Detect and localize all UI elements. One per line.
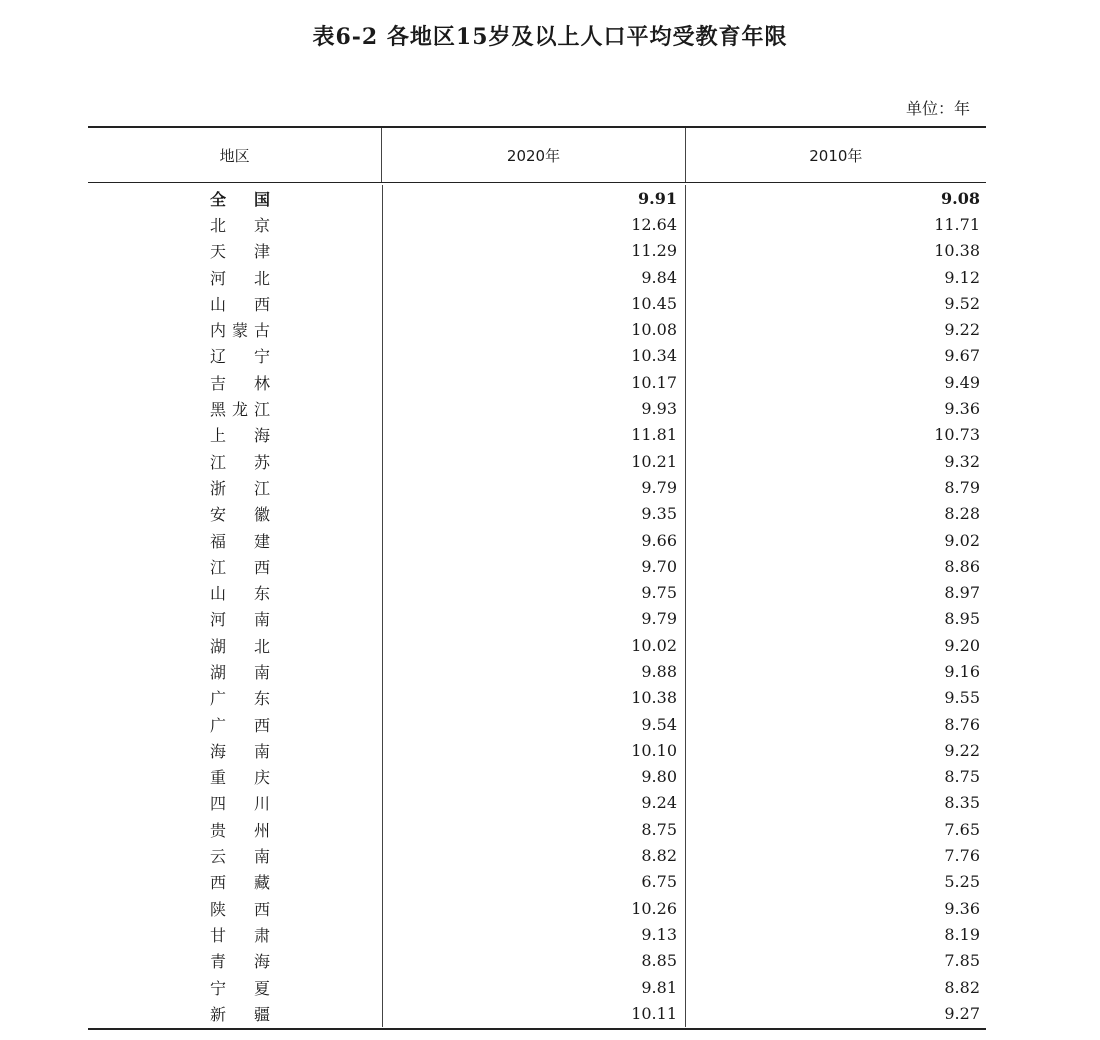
table-row <box>88 764 986 790</box>
region-name: 北 京 <box>210 215 270 235</box>
cell-2020: 10.17 <box>382 369 685 395</box>
table-row <box>88 448 986 474</box>
cell-region <box>88 737 382 763</box>
cell-2010: 9.20 <box>685 632 986 658</box>
region-name: 贵 州 <box>210 820 270 840</box>
region-name: 上 海 <box>210 426 270 446</box>
region-name: 新 疆 <box>210 1004 270 1024</box>
cell-region <box>88 422 382 448</box>
cell-2020: 9.93 <box>382 395 685 421</box>
cell-region <box>88 869 382 895</box>
cell-2020: 8.75 <box>382 816 685 842</box>
table-row <box>88 1000 986 1026</box>
cell-2010: 7.85 <box>685 948 986 974</box>
cell-2020: 9.70 <box>382 553 685 579</box>
cell-2010: 9.36 <box>685 395 986 421</box>
cell-2010: 11.71 <box>685 211 986 237</box>
table-row <box>88 369 986 395</box>
cell-region <box>88 553 382 579</box>
page-title: 表6-2 各地区15岁及以上人口平均受教育年限 <box>312 24 788 50</box>
cell-2010: 8.97 <box>685 579 986 605</box>
cell-region <box>88 948 382 974</box>
table-row <box>88 343 986 369</box>
cell-region <box>88 606 382 632</box>
cell-region <box>88 579 382 605</box>
cell-2010: 8.86 <box>685 553 986 579</box>
region-name: 江 苏 <box>210 452 270 472</box>
cell-2010: 8.35 <box>685 790 986 816</box>
cell-region <box>88 974 382 1000</box>
region-name: 四 川 <box>210 794 270 814</box>
cell-2010: 5.25 <box>685 869 986 895</box>
table-row <box>88 974 986 1000</box>
region-name: 河 南 <box>210 610 270 630</box>
region-name: 内蒙古 <box>210 321 270 341</box>
region-name: 安 徽 <box>210 505 270 525</box>
table-row <box>88 290 986 316</box>
cell-2020: 9.54 <box>382 711 685 737</box>
table-row <box>88 685 986 711</box>
cell-2020: 9.88 <box>382 658 685 684</box>
cell-2010: 9.12 <box>685 264 986 290</box>
cell-2010: 8.82 <box>685 974 986 1000</box>
table-row <box>88 895 986 921</box>
region-name: 重 庆 <box>210 768 270 788</box>
cell-region <box>88 816 382 842</box>
table-row <box>88 553 986 579</box>
column-header-region: 地区 <box>219 146 250 165</box>
cell-region <box>88 632 382 658</box>
cell-2010: 8.19 <box>685 921 986 947</box>
cell-2020: 11.29 <box>382 238 685 264</box>
cell-2020: 9.79 <box>382 606 685 632</box>
region-name: 广 西 <box>210 715 270 735</box>
table-row <box>88 316 986 342</box>
table-row <box>88 737 986 763</box>
unit-label: 单位：年 <box>905 99 970 118</box>
cell-region <box>88 264 382 290</box>
cell-2020: 9.81 <box>382 974 685 1000</box>
cell-2010: 9.49 <box>685 369 986 395</box>
cell-2020: 10.11 <box>382 1000 685 1026</box>
cell-region <box>88 448 382 474</box>
cell-2010: 8.28 <box>685 501 986 527</box>
cell-2010: 9.08 <box>685 185 986 211</box>
cell-region <box>88 395 382 421</box>
table-body <box>88 183 986 1028</box>
cell-2020: 11.81 <box>382 422 685 448</box>
cell-region <box>88 711 382 737</box>
cell-2010: 7.65 <box>685 816 986 842</box>
region-name: 山 东 <box>210 584 270 604</box>
cell-2020: 9.13 <box>382 921 685 947</box>
cell-2010: 9.52 <box>685 290 986 316</box>
table-row <box>88 264 986 290</box>
region-name: 福 建 <box>210 531 270 551</box>
cell-2020: 10.21 <box>382 448 685 474</box>
cell-region <box>88 921 382 947</box>
cell-2020: 10.45 <box>382 290 685 316</box>
cell-2020: 9.66 <box>382 527 685 553</box>
cell-2020: 9.35 <box>382 501 685 527</box>
table-row <box>88 816 986 842</box>
region-name: 海 南 <box>210 741 270 761</box>
cell-region <box>88 343 382 369</box>
region-name: 天 津 <box>210 242 270 262</box>
cell-2010: 9.36 <box>685 895 986 921</box>
cell-region <box>88 185 382 211</box>
region-name: 浙 江 <box>210 478 270 498</box>
cell-region <box>88 1000 382 1026</box>
column-header-2020: 2020年 <box>381 128 684 182</box>
region-name: 黑龙江 <box>210 400 270 420</box>
cell-2010: 7.76 <box>685 842 986 868</box>
cell-2020: 10.08 <box>382 316 685 342</box>
table-row <box>88 921 986 947</box>
cell-2010: 9.22 <box>685 316 986 342</box>
cell-2010: 10.38 <box>685 238 986 264</box>
cell-region <box>88 764 382 790</box>
cell-2010: 9.67 <box>685 343 986 369</box>
cell-2010: 9.32 <box>685 448 986 474</box>
cell-region <box>88 211 382 237</box>
region-name: 山 西 <box>210 294 270 314</box>
cell-2020: 9.84 <box>382 264 685 290</box>
table-row <box>88 422 986 448</box>
cell-2020: 10.26 <box>382 895 685 921</box>
cell-2010: 10.73 <box>685 422 986 448</box>
cell-2020: 9.75 <box>382 579 685 605</box>
region-name: 吉 林 <box>210 373 270 393</box>
cell-region <box>88 685 382 711</box>
table-row <box>88 238 986 264</box>
cell-2010: 9.27 <box>685 1000 986 1026</box>
table-row <box>88 474 986 500</box>
column-header-2010: 2010年 <box>685 128 986 182</box>
cell-region <box>88 474 382 500</box>
cell-2020: 9.80 <box>382 764 685 790</box>
table-row <box>88 211 986 237</box>
cell-2020: 10.02 <box>382 632 685 658</box>
cell-2020: 8.85 <box>382 948 685 974</box>
cell-2010: 9.02 <box>685 527 986 553</box>
cell-2010: 8.75 <box>685 764 986 790</box>
education-years-table <box>88 126 986 1030</box>
region-name: 江 西 <box>210 557 270 577</box>
cell-2010: 8.95 <box>685 606 986 632</box>
table-row <box>88 395 986 421</box>
cell-region <box>88 895 382 921</box>
region-name: 湖 南 <box>210 662 270 682</box>
cell-2010: 9.55 <box>685 685 986 711</box>
cell-region <box>88 501 382 527</box>
table-row <box>88 632 986 658</box>
cell-2010: 9.16 <box>685 658 986 684</box>
region-name: 西 藏 <box>210 873 270 893</box>
cell-region <box>88 238 382 264</box>
table-row <box>88 579 986 605</box>
table-row <box>88 869 986 895</box>
cell-2010: 8.79 <box>685 474 986 500</box>
table-row-total <box>88 185 986 211</box>
region-name: 广 东 <box>210 689 270 709</box>
table-row <box>88 790 986 816</box>
cell-2020: 12.64 <box>382 211 685 237</box>
region-name: 宁 夏 <box>210 978 270 998</box>
table-row <box>88 842 986 868</box>
cell-region <box>88 316 382 342</box>
cell-2020: 9.24 <box>382 790 685 816</box>
region-name: 云 南 <box>210 847 270 867</box>
cell-2020: 10.38 <box>382 685 685 711</box>
cell-region <box>88 290 382 316</box>
table-row <box>88 501 986 527</box>
cell-region <box>88 842 382 868</box>
region-name: 陕 西 <box>210 899 270 919</box>
cell-2020: 9.79 <box>382 474 685 500</box>
cell-region <box>88 658 382 684</box>
cell-2020: 9.91 <box>382 185 685 211</box>
region-name: 湖 北 <box>210 636 270 656</box>
cell-2010: 8.76 <box>685 711 986 737</box>
table-row <box>88 711 986 737</box>
cell-region <box>88 527 382 553</box>
table-row <box>88 606 986 632</box>
cell-2020: 8.82 <box>382 842 685 868</box>
cell-2010: 9.22 <box>685 737 986 763</box>
table-header <box>88 128 986 183</box>
cell-2020: 10.34 <box>382 343 685 369</box>
cell-2020: 6.75 <box>382 869 685 895</box>
table-row <box>88 527 986 553</box>
region-name: 甘 肃 <box>210 925 270 945</box>
table-row <box>88 948 986 974</box>
cell-region <box>88 790 382 816</box>
region-name: 辽 宁 <box>210 347 270 367</box>
table-row <box>88 658 986 684</box>
region-name: 河 北 <box>210 268 270 288</box>
cell-region <box>88 369 382 395</box>
region-name: 全 国 <box>210 189 270 209</box>
cell-2020: 10.10 <box>382 737 685 763</box>
region-name: 青 海 <box>210 952 270 972</box>
